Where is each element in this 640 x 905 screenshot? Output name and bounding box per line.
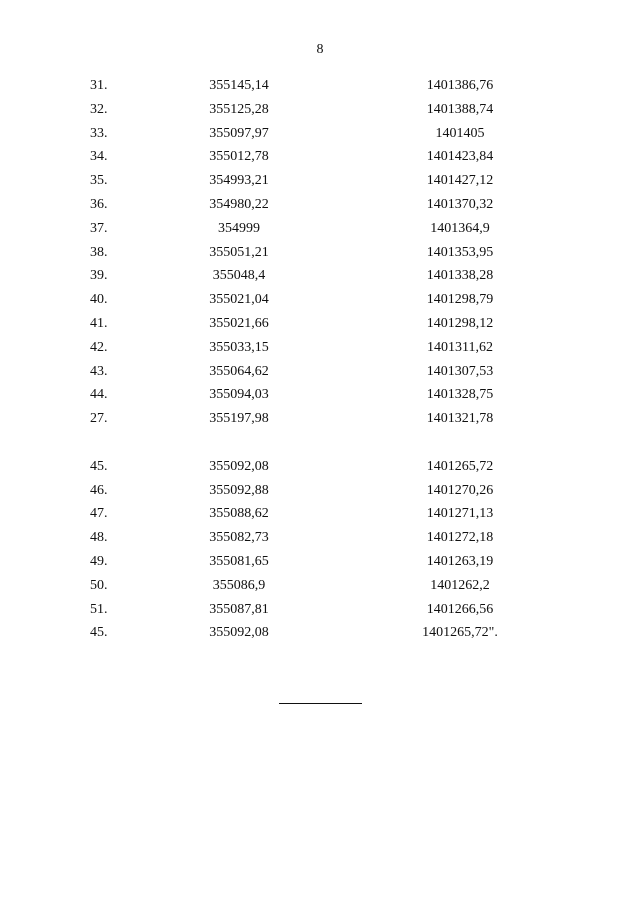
coord-y: 1401307,53 — [426, 363, 494, 379]
coord-y: 1401321,78 — [426, 411, 494, 427]
coord-y: 1401328,75 — [426, 387, 494, 403]
table-row — [0, 312, 640, 336]
point-number: 43. — [90, 363, 108, 379]
table-row — [0, 621, 640, 645]
table-row — [0, 193, 640, 217]
coord-y: 1401364,9 — [430, 220, 490, 236]
coord-y: 1401265,72 — [426, 458, 494, 474]
coord-x: 355125,28 — [209, 101, 269, 117]
table-row — [0, 336, 640, 360]
table-row — [0, 169, 640, 193]
point-number: 27. — [90, 411, 108, 427]
coord-x: 355064,62 — [209, 363, 269, 379]
table-row — [0, 241, 640, 265]
point-number: 37. — [90, 220, 108, 236]
point-number: 39. — [90, 268, 108, 284]
coord-y: 1401370,32 — [426, 196, 494, 212]
table-row — [0, 526, 640, 550]
coord-x: 355086,9 — [212, 577, 266, 593]
coord-x: 354993,21 — [209, 173, 269, 189]
coord-y: 1401262,2 — [430, 577, 490, 593]
coord-x: 355092,08 — [209, 458, 269, 474]
coord-x: 355094,03 — [209, 387, 269, 403]
table-row — [0, 360, 640, 384]
point-number: 50. — [90, 577, 108, 593]
coord-y: 1401298,12 — [426, 315, 494, 331]
coord-y: 1401338,28 — [426, 268, 494, 284]
coord-y: 1401427,12 — [426, 173, 494, 189]
coord-y: 1401388,74 — [426, 101, 494, 117]
coord-x: 355082,73 — [209, 530, 269, 546]
table-row — [0, 145, 640, 169]
point-number: 38. — [90, 244, 108, 260]
table-row — [0, 288, 640, 312]
coord-x: 355012,78 — [209, 149, 269, 165]
page-number: 8 — [316, 42, 324, 57]
coord-x: 355048,4 — [212, 268, 266, 284]
end-rule — [279, 703, 362, 704]
point-number: 31. — [90, 78, 108, 93]
coord-y: 1401423,84 — [426, 149, 494, 165]
point-number: 34. — [90, 149, 108, 165]
coord-x: 355088,62 — [209, 506, 269, 522]
coord-y: 1401270,26 — [426, 482, 494, 498]
point-number: 45. — [90, 625, 108, 641]
coord-x: 354980,22 — [209, 196, 269, 212]
point-number: 51. — [90, 601, 108, 617]
table-row — [0, 264, 640, 288]
point-number: 32. — [90, 101, 108, 117]
coord-x: 355051,21 — [209, 244, 269, 260]
point-number: 36. — [90, 196, 108, 212]
coord-y: 1401265,72". — [422, 625, 498, 641]
table-row — [0, 74, 640, 98]
coord-x: 355021,04 — [209, 292, 269, 308]
point-number: 46. — [90, 482, 108, 498]
point-number: 35. — [90, 173, 108, 189]
point-number: 47. — [90, 506, 108, 522]
point-number: 44. — [90, 387, 108, 403]
coord-y: 1401271,13 — [426, 506, 494, 522]
coord-x: 355092,08 — [209, 625, 269, 641]
coord-x: 355097,97 — [209, 125, 269, 141]
coord-x: 355033,15 — [209, 339, 269, 355]
coord-x: 355197,98 — [209, 411, 269, 427]
table-row — [0, 407, 640, 431]
table-row — [0, 598, 640, 622]
table-row — [0, 479, 640, 503]
table-row — [0, 122, 640, 146]
point-number: 33. — [90, 125, 108, 141]
coord-x: 354999 — [218, 220, 260, 236]
coord-y: 1401298,79 — [426, 292, 494, 308]
table-row — [0, 574, 640, 598]
table-row — [0, 383, 640, 407]
coord-y: 1401311,62 — [427, 339, 493, 355]
coord-y: 1401263,19 — [426, 553, 494, 569]
table-row — [0, 455, 640, 479]
group-spacer — [0, 431, 640, 455]
coord-x: 355021,66 — [209, 315, 269, 331]
point-number: 48. — [90, 530, 108, 546]
coord-y: 1401266,56 — [426, 601, 494, 617]
coord-x: 355081,65 — [209, 553, 269, 569]
coord-y: 1401386,76 — [426, 78, 494, 93]
table-row — [0, 502, 640, 526]
point-number: 41. — [90, 315, 108, 331]
table-row — [0, 550, 640, 574]
point-number: 40. — [90, 292, 108, 308]
coord-x: 355092,88 — [209, 482, 269, 498]
table-row — [0, 217, 640, 241]
coord-y: 1401405 — [435, 125, 485, 141]
point-number: 49. — [90, 553, 108, 569]
point-number: 45. — [90, 458, 108, 474]
coordinate-table — [0, 74, 640, 645]
coordinate-group-1 — [0, 74, 640, 431]
coord-y: 1401353,95 — [426, 244, 494, 260]
table-row — [0, 98, 640, 122]
point-number: 42. — [90, 339, 108, 355]
coord-x: 355145,14 — [209, 78, 269, 93]
coord-y: 1401272,18 — [426, 530, 494, 546]
coord-x: 355087,81 — [209, 601, 269, 617]
coordinate-group-2 — [0, 455, 640, 645]
